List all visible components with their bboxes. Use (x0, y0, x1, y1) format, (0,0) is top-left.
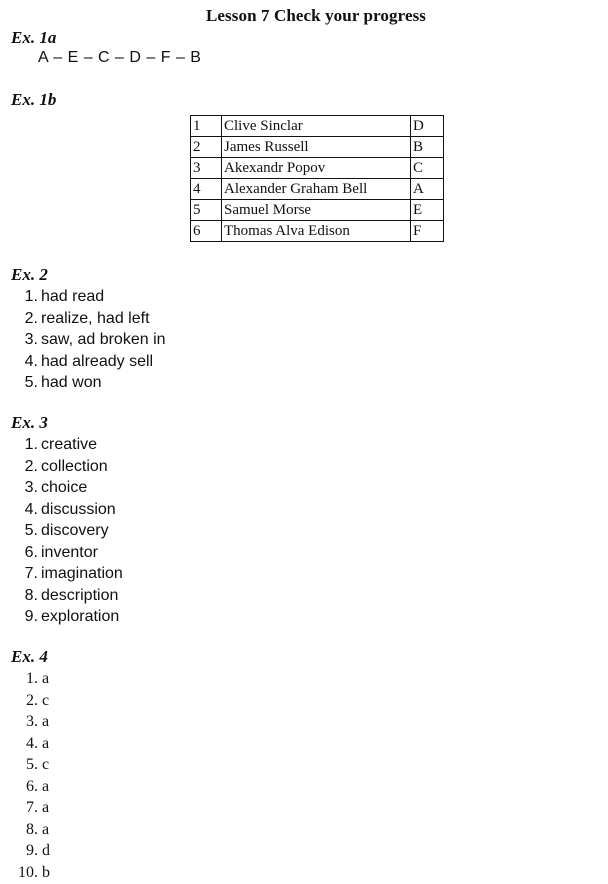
item-answer: realize, had left (41, 309, 150, 327)
match-letter: A (411, 179, 444, 200)
item-answer: discussion (41, 500, 116, 518)
row-number: 5 (191, 200, 222, 221)
item-number: 6. (26, 777, 38, 795)
item-number: 1. (24, 436, 38, 453)
item-answer: discovery (41, 522, 109, 539)
ex3-heading: Ex. 3 (11, 413, 48, 432)
item-number: 3. (26, 713, 38, 730)
list-item (12, 542, 123, 564)
item-number: 1. (24, 288, 38, 305)
ex4-heading: Ex. 4 (11, 647, 48, 666)
list-item (12, 585, 123, 607)
row-number: 2 (191, 137, 222, 158)
item-number: 7. (24, 565, 38, 582)
inventor-name: Clive Sinclar (222, 116, 411, 137)
item-answer: inventor (41, 543, 98, 561)
list-item (0, 733, 50, 755)
list-item (0, 690, 50, 712)
item-answer: had already sell (41, 352, 154, 370)
ex4-answer-list (0, 668, 50, 883)
inventor-name: James Russell (222, 137, 411, 158)
table-row (191, 137, 444, 158)
item-number: 2. (24, 309, 38, 327)
item-number: 2. (26, 691, 38, 709)
page-title: Lesson 7 Check your progress (205, 6, 427, 25)
item-number: 7. (26, 799, 38, 816)
item-answer: d (42, 842, 50, 859)
list-item (12, 329, 166, 351)
list-item (0, 797, 50, 819)
list-item (12, 563, 123, 585)
item-number: 1. (26, 670, 38, 687)
item-number: 8. (24, 586, 38, 604)
list-item (0, 668, 50, 690)
list-item (0, 711, 50, 733)
item-number: 8. (26, 820, 38, 838)
item-answer: description (41, 586, 119, 604)
item-answer: exploration (41, 608, 120, 625)
item-number: 5. (24, 374, 38, 391)
item-answer: had won (41, 374, 102, 391)
row-number: 1 (191, 116, 222, 137)
match-letter: C (411, 158, 444, 179)
list-item (12, 308, 166, 330)
item-answer: collection (41, 457, 108, 475)
item-answer: a (42, 820, 50, 838)
list-item (12, 286, 166, 308)
item-answer: imagination (41, 565, 123, 582)
item-number: 10. (18, 863, 38, 881)
item-number: 9. (24, 608, 38, 625)
list-item (0, 776, 50, 798)
item-number: 3. (24, 479, 38, 496)
ex1a-heading: Ex. 1a (11, 28, 57, 47)
row-number: 6 (191, 221, 222, 242)
inventors-table (190, 115, 444, 242)
match-letter: B (411, 137, 444, 158)
inventor-name: Thomas Alva Edison (222, 221, 411, 242)
item-number: 9. (26, 842, 38, 859)
table-row (191, 200, 444, 221)
item-answer: a (42, 799, 50, 816)
ex2-answer-list (12, 286, 166, 394)
match-letter: E (411, 200, 444, 221)
item-number: 4. (24, 500, 38, 518)
row-number: 4 (191, 179, 222, 200)
item-number: 6. (24, 543, 38, 561)
item-answer: a (42, 734, 50, 752)
item-answer: b (42, 863, 50, 881)
item-answer: c (42, 691, 50, 709)
inventor-name: Akexandr Popov (222, 158, 411, 179)
inventor-name: Samuel Morse (222, 200, 411, 221)
item-answer: saw, ad broken in (41, 331, 166, 348)
item-answer: a (42, 670, 50, 687)
item-answer: creative (41, 436, 98, 453)
ex3-answer-list (12, 434, 123, 628)
item-number: 5. (24, 522, 38, 539)
item-number: 4. (24, 352, 38, 370)
table-row (191, 158, 444, 179)
list-item (0, 754, 50, 776)
item-number: 3. (24, 331, 38, 348)
row-number: 3 (191, 158, 222, 179)
table-row (191, 179, 444, 200)
list-item (12, 520, 123, 542)
item-answer: had read (41, 288, 105, 305)
ex1a-sequence: A – E – C – D – F – B (38, 49, 202, 66)
item-number: 4. (26, 734, 38, 752)
list-item (12, 456, 123, 478)
list-item (0, 862, 50, 884)
list-item (12, 606, 123, 628)
item-answer: choice (41, 479, 88, 496)
match-letter: D (411, 116, 444, 137)
ex1b-heading: Ex. 1b (11, 90, 57, 109)
list-item (0, 840, 50, 862)
list-item (12, 372, 166, 394)
list-item (0, 819, 50, 841)
ex2-heading: Ex. 2 (11, 265, 48, 284)
table-row (191, 116, 444, 137)
item-answer: a (42, 777, 50, 795)
list-item (12, 477, 123, 499)
item-answer: a (42, 713, 50, 730)
inventor-name: Alexander Graham Bell (222, 179, 411, 200)
item-answer: c (42, 756, 50, 773)
item-number: 5. (26, 756, 38, 773)
list-item (12, 499, 123, 521)
table-row (191, 221, 444, 242)
item-number: 2. (24, 457, 38, 475)
list-item (12, 434, 123, 456)
match-letter: F (411, 221, 444, 242)
list-item (12, 351, 166, 373)
